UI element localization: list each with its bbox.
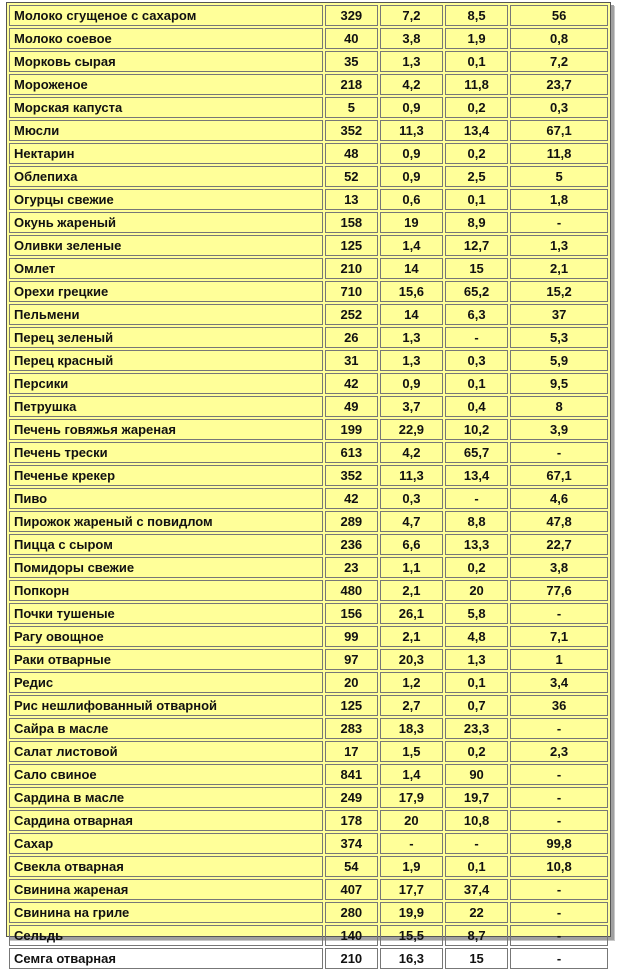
protein-cell: 11,3 (380, 120, 443, 141)
calories-cell: 42 (325, 373, 378, 394)
table-row (9, 120, 608, 141)
fat-cell: 2,5 (445, 166, 508, 187)
carbs-cell: 5,9 (510, 350, 608, 371)
protein-cell: 0,9 (380, 97, 443, 118)
food-name-cell: Рис нешлифованный отварной (9, 695, 323, 716)
fat-cell: 0,1 (445, 373, 508, 394)
fat-cell: 23,3 (445, 718, 508, 739)
carbs-cell: - (510, 879, 608, 900)
food-name-cell: Пирожок жареный с повидлом (9, 511, 323, 532)
calories-cell: 97 (325, 649, 378, 670)
calories-cell: 329 (325, 5, 378, 26)
food-name-cell: Помидоры свежие (9, 557, 323, 578)
fat-cell: 8,7 (445, 925, 508, 946)
calories-cell: 210 (325, 948, 378, 969)
carbs-cell: 47,8 (510, 511, 608, 532)
nutrition-table-frame (6, 2, 611, 966)
fat-cell: 11,8 (445, 74, 508, 95)
food-name-cell: Пицца с сыром (9, 534, 323, 555)
carbs-cell: 9,5 (510, 373, 608, 394)
food-name-cell: Молоко сгущеное с сахаром (9, 5, 323, 26)
table-row (9, 350, 608, 371)
protein-cell: 0,3 (380, 488, 443, 509)
calories-cell: 125 (325, 695, 378, 716)
table-row (9, 948, 608, 969)
table-row (9, 235, 608, 256)
calories-cell: 23 (325, 557, 378, 578)
calories-cell: 5 (325, 97, 378, 118)
protein-cell: 1,4 (380, 235, 443, 256)
carbs-cell: 36 (510, 695, 608, 716)
calories-cell: 710 (325, 281, 378, 302)
food-name-cell: Сардина отварная (9, 810, 323, 831)
calories-cell: 199 (325, 419, 378, 440)
protein-cell: 17,9 (380, 787, 443, 808)
carbs-cell: 0,3 (510, 97, 608, 118)
protein-cell: 2,7 (380, 695, 443, 716)
food-name-cell: Оливки зеленые (9, 235, 323, 256)
fat-cell: 10,2 (445, 419, 508, 440)
protein-cell: 4,2 (380, 74, 443, 95)
fat-cell: 0,3 (445, 350, 508, 371)
table-row (9, 810, 608, 831)
carbs-cell: 0,8 (510, 28, 608, 49)
food-name-cell: Петрушка (9, 396, 323, 417)
fat-cell: 0,4 (445, 396, 508, 417)
carbs-cell: 1,8 (510, 189, 608, 210)
carbs-cell: 5,3 (510, 327, 608, 348)
protein-cell: 0,9 (380, 166, 443, 187)
protein-cell: 7,2 (380, 5, 443, 26)
calories-cell: 158 (325, 212, 378, 233)
fat-cell: 10,8 (445, 810, 508, 831)
fat-cell: 1,3 (445, 649, 508, 670)
food-name-cell: Печень говяжья жареная (9, 419, 323, 440)
calories-cell: 283 (325, 718, 378, 739)
calories-cell: 40 (325, 28, 378, 49)
calories-cell: 841 (325, 764, 378, 785)
carbs-cell: - (510, 718, 608, 739)
calories-cell: 125 (325, 235, 378, 256)
fat-cell: - (445, 327, 508, 348)
food-name-cell: Омлет (9, 258, 323, 279)
protein-cell: 20,3 (380, 649, 443, 670)
calories-cell: 374 (325, 833, 378, 854)
calories-cell: 26 (325, 327, 378, 348)
carbs-cell: 67,1 (510, 465, 608, 486)
table-row (9, 626, 608, 647)
carbs-cell: - (510, 902, 608, 923)
protein-cell: 0,9 (380, 373, 443, 394)
fat-cell: 8,5 (445, 5, 508, 26)
carbs-cell: 2,1 (510, 258, 608, 279)
carbs-cell: 99,8 (510, 833, 608, 854)
food-name-cell: Попкорн (9, 580, 323, 601)
carbs-cell: 15,2 (510, 281, 608, 302)
food-name-cell: Нектарин (9, 143, 323, 164)
fat-cell: 90 (445, 764, 508, 785)
carbs-cell: - (510, 212, 608, 233)
carbs-cell: - (510, 442, 608, 463)
food-name-cell: Сайра в масле (9, 718, 323, 739)
carbs-cell: - (510, 810, 608, 831)
food-name-cell: Печенье крекер (9, 465, 323, 486)
protein-cell: 1,3 (380, 327, 443, 348)
carbs-cell: - (510, 603, 608, 624)
carbs-cell: - (510, 787, 608, 808)
calories-cell: 210 (325, 258, 378, 279)
food-name-cell: Семга отварная (9, 948, 323, 969)
table-row (9, 258, 608, 279)
carbs-cell: 3,4 (510, 672, 608, 693)
calories-cell: 54 (325, 856, 378, 877)
fat-cell: - (445, 833, 508, 854)
fat-cell: 1,9 (445, 28, 508, 49)
table-row (9, 442, 608, 463)
table-row (9, 28, 608, 49)
table-row (9, 212, 608, 233)
protein-cell: 0,6 (380, 189, 443, 210)
protein-cell: 11,3 (380, 465, 443, 486)
food-name-cell: Почки тушеные (9, 603, 323, 624)
protein-cell: 0,9 (380, 143, 443, 164)
fat-cell: 13,4 (445, 120, 508, 141)
table-row (9, 741, 608, 762)
nutrition-table-body (9, 5, 608, 969)
food-name-cell: Салат листовой (9, 741, 323, 762)
calories-cell: 289 (325, 511, 378, 532)
food-name-cell: Мюсли (9, 120, 323, 141)
protein-cell: 2,1 (380, 626, 443, 647)
protein-cell: 6,6 (380, 534, 443, 555)
table-row (9, 373, 608, 394)
table-row (9, 695, 608, 716)
calories-cell: 35 (325, 51, 378, 72)
calories-cell: 352 (325, 120, 378, 141)
protein-cell: 14 (380, 304, 443, 325)
protein-cell: 17,7 (380, 879, 443, 900)
food-name-cell: Перец красный (9, 350, 323, 371)
fat-cell: 65,2 (445, 281, 508, 302)
protein-cell: 1,1 (380, 557, 443, 578)
protein-cell: 1,5 (380, 741, 443, 762)
table-row (9, 511, 608, 532)
food-name-cell: Орехи грецкие (9, 281, 323, 302)
table-row (9, 718, 608, 739)
protein-cell: 1,2 (380, 672, 443, 693)
fat-cell: 0,1 (445, 51, 508, 72)
carbs-cell: 7,1 (510, 626, 608, 647)
calories-cell: 407 (325, 879, 378, 900)
carbs-cell: 37 (510, 304, 608, 325)
food-name-cell: Раки отварные (9, 649, 323, 670)
calories-cell: 178 (325, 810, 378, 831)
table-row (9, 603, 608, 624)
protein-cell: 4,7 (380, 511, 443, 532)
calories-cell: 52 (325, 166, 378, 187)
protein-cell: 19,9 (380, 902, 443, 923)
carbs-cell: - (510, 764, 608, 785)
calories-cell: 252 (325, 304, 378, 325)
protein-cell: 4,2 (380, 442, 443, 463)
calories-cell: 17 (325, 741, 378, 762)
food-name-cell: Редис (9, 672, 323, 693)
protein-cell: 18,3 (380, 718, 443, 739)
food-name-cell: Персики (9, 373, 323, 394)
fat-cell: 22 (445, 902, 508, 923)
calories-cell: 236 (325, 534, 378, 555)
fat-cell: 4,8 (445, 626, 508, 647)
table-row (9, 143, 608, 164)
fat-cell: 0,2 (445, 97, 508, 118)
carbs-cell: 56 (510, 5, 608, 26)
food-name-cell: Огурцы свежие (9, 189, 323, 210)
carbs-cell: 1,3 (510, 235, 608, 256)
calories-cell: 20 (325, 672, 378, 693)
food-name-cell: Пиво (9, 488, 323, 509)
fat-cell: 12,7 (445, 235, 508, 256)
table-row (9, 764, 608, 785)
carbs-cell: - (510, 948, 608, 969)
table-row (9, 465, 608, 486)
table-row (9, 557, 608, 578)
food-name-cell: Сахар (9, 833, 323, 854)
calories-cell: 49 (325, 396, 378, 417)
fat-cell: 37,4 (445, 879, 508, 900)
table-row (9, 419, 608, 440)
table-row (9, 902, 608, 923)
calories-cell: 613 (325, 442, 378, 463)
food-name-cell: Свинина жареная (9, 879, 323, 900)
protein-cell: 1,3 (380, 51, 443, 72)
fat-cell: 5,8 (445, 603, 508, 624)
protein-cell: 16,3 (380, 948, 443, 969)
protein-cell: 1,9 (380, 856, 443, 877)
fat-cell: 0,2 (445, 557, 508, 578)
fat-cell: 8,8 (445, 511, 508, 532)
food-name-cell: Пельмени (9, 304, 323, 325)
food-name-cell: Свекла отварная (9, 856, 323, 877)
protein-cell: 3,8 (380, 28, 443, 49)
food-name-cell: Мороженое (9, 74, 323, 95)
fat-cell: 6,3 (445, 304, 508, 325)
protein-cell: 20 (380, 810, 443, 831)
protein-cell: 14 (380, 258, 443, 279)
table-row (9, 51, 608, 72)
calories-cell: 140 (325, 925, 378, 946)
calories-cell: 42 (325, 488, 378, 509)
table-row (9, 879, 608, 900)
food-name-cell: Сало свиное (9, 764, 323, 785)
fat-cell: 0,1 (445, 856, 508, 877)
table-row (9, 97, 608, 118)
food-name-cell: Морковь сырая (9, 51, 323, 72)
calories-cell: 48 (325, 143, 378, 164)
protein-cell: - (380, 833, 443, 854)
fat-cell: 15 (445, 948, 508, 969)
food-name-cell: Сельдь (9, 925, 323, 946)
food-name-cell: Облепиха (9, 166, 323, 187)
table-row (9, 488, 608, 509)
carbs-cell: 23,7 (510, 74, 608, 95)
protein-cell: 22,9 (380, 419, 443, 440)
table-row (9, 74, 608, 95)
protein-cell: 26,1 (380, 603, 443, 624)
carbs-cell: 77,6 (510, 580, 608, 601)
fat-cell: 13,4 (445, 465, 508, 486)
nutrition-table (7, 3, 610, 971)
protein-cell: 15,6 (380, 281, 443, 302)
carbs-cell: 7,2 (510, 51, 608, 72)
table-row (9, 580, 608, 601)
fat-cell: 0,1 (445, 189, 508, 210)
table-row (9, 327, 608, 348)
calories-cell: 99 (325, 626, 378, 647)
food-name-cell: Свинина на гриле (9, 902, 323, 923)
table-row (9, 166, 608, 187)
food-name-cell: Морская капуста (9, 97, 323, 118)
carbs-cell: 22,7 (510, 534, 608, 555)
carbs-cell: 4,6 (510, 488, 608, 509)
table-row (9, 833, 608, 854)
carbs-cell: 8 (510, 396, 608, 417)
table-row (9, 189, 608, 210)
protein-cell: 1,3 (380, 350, 443, 371)
table-row (9, 281, 608, 302)
table-row (9, 534, 608, 555)
fat-cell: 0,2 (445, 143, 508, 164)
table-row (9, 649, 608, 670)
fat-cell: 0,1 (445, 672, 508, 693)
food-name-cell: Молоко соевое (9, 28, 323, 49)
food-name-cell: Перец зеленый (9, 327, 323, 348)
table-row (9, 856, 608, 877)
table-row (9, 304, 608, 325)
food-name-cell: Сардина в масле (9, 787, 323, 808)
food-name-cell: Печень трески (9, 442, 323, 463)
carbs-cell: 2,3 (510, 741, 608, 762)
fat-cell: 0,7 (445, 695, 508, 716)
food-name-cell: Рагу овощное (9, 626, 323, 647)
carbs-cell: 5 (510, 166, 608, 187)
protein-cell: 3,7 (380, 396, 443, 417)
protein-cell: 19 (380, 212, 443, 233)
carbs-cell: 11,8 (510, 143, 608, 164)
calories-cell: 31 (325, 350, 378, 371)
fat-cell: 13,3 (445, 534, 508, 555)
carbs-cell: 10,8 (510, 856, 608, 877)
calories-cell: 352 (325, 465, 378, 486)
calories-cell: 13 (325, 189, 378, 210)
fat-cell: 65,7 (445, 442, 508, 463)
fat-cell: 8,9 (445, 212, 508, 233)
table-row (9, 672, 608, 693)
calories-cell: 280 (325, 902, 378, 923)
carbs-cell: 1 (510, 649, 608, 670)
calories-cell: 249 (325, 787, 378, 808)
protein-cell: 15,5 (380, 925, 443, 946)
calories-cell: 156 (325, 603, 378, 624)
fat-cell: 20 (445, 580, 508, 601)
table-row (9, 5, 608, 26)
calories-cell: 218 (325, 74, 378, 95)
carbs-cell: 3,8 (510, 557, 608, 578)
fat-cell: - (445, 488, 508, 509)
protein-cell: 2,1 (380, 580, 443, 601)
fat-cell: 19,7 (445, 787, 508, 808)
table-row (9, 787, 608, 808)
food-name-cell: Окунь жареный (9, 212, 323, 233)
carbs-cell: - (510, 925, 608, 946)
protein-cell: 1,4 (380, 764, 443, 785)
calories-cell: 480 (325, 580, 378, 601)
fat-cell: 0,2 (445, 741, 508, 762)
table-row (9, 396, 608, 417)
table-row (9, 925, 608, 946)
carbs-cell: 67,1 (510, 120, 608, 141)
fat-cell: 15 (445, 258, 508, 279)
carbs-cell: 3,9 (510, 419, 608, 440)
